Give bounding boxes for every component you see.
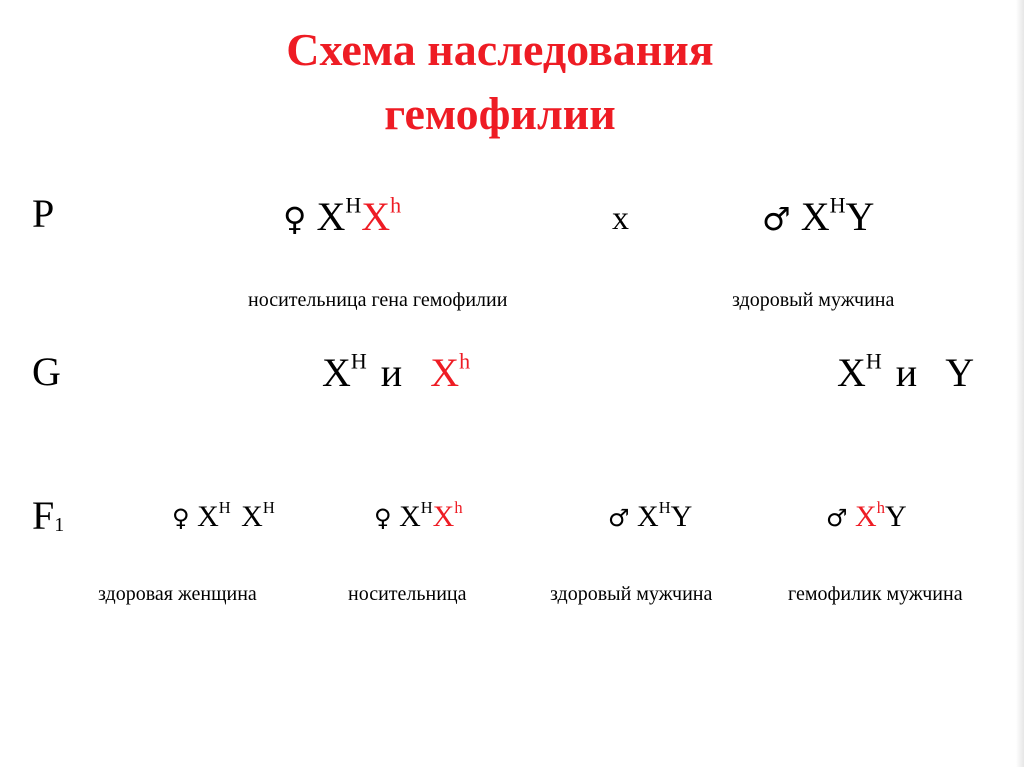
title-line-2: гемофилии xyxy=(384,88,616,139)
allele-dominant: H xyxy=(420,497,433,517)
allele-dominant: H xyxy=(829,192,846,218)
father-description: здоровый мужчина xyxy=(732,289,895,311)
allele-y: Y xyxy=(884,500,907,533)
male-icon: ♂ xyxy=(762,200,791,238)
father-genotype xyxy=(762,192,875,239)
allele-x: X xyxy=(399,500,421,533)
and-word: и xyxy=(380,350,403,395)
cross-sign: х xyxy=(612,200,629,237)
female-icon: ♀ xyxy=(172,504,190,532)
father-gametes xyxy=(837,348,975,395)
offspring-genotype-healthy-male xyxy=(608,497,693,533)
allele-x: X xyxy=(197,500,219,533)
male-icon: ♂ xyxy=(608,504,630,532)
allele-x-recessive: $X^h$ xyxy=(432,497,463,533)
offspring-description-hemophiliac-male: гемофилик мужчина xyxy=(788,583,963,605)
allele-x: X xyxy=(316,194,346,239)
allele-dominant: H xyxy=(658,497,671,517)
generation-label-g: G xyxy=(32,349,61,394)
offspring-description-healthy-female: здоровая женщина xyxy=(98,583,257,605)
and-word: и xyxy=(895,350,918,395)
allele-x: X xyxy=(837,350,866,395)
allele-x: X xyxy=(800,194,830,239)
allele-x-recessive: $X^h$ xyxy=(361,192,402,239)
mother-genotype xyxy=(283,192,402,239)
female-icon: ♀ xyxy=(374,504,392,532)
allele-x: X xyxy=(322,350,351,395)
mother-description: носительница гена гемофилии xyxy=(248,289,508,311)
allele-y: Y xyxy=(945,350,975,395)
allele-dominant: H xyxy=(262,497,275,517)
title-line-1: Схема наследования xyxy=(286,24,714,75)
allele-dominant: H xyxy=(865,348,882,374)
f-letter: F xyxy=(32,493,55,538)
offspring-genotype-healthy-female xyxy=(172,497,275,533)
allele-x: X xyxy=(637,500,659,533)
slide-right-edge xyxy=(1016,0,1024,767)
allele-y: Y xyxy=(670,500,693,533)
offspring-description-healthy-male: здоровый мужчина xyxy=(550,583,713,605)
allele-dominant: H xyxy=(218,497,231,517)
allele-x-recessive: $X^h$ xyxy=(855,497,885,533)
slide-title xyxy=(250,18,750,146)
generation-label-p: P xyxy=(32,191,55,236)
offspring-description-carrier-female: носительница xyxy=(348,583,467,605)
allele-dominant: H xyxy=(350,348,367,374)
generation-label-f1 xyxy=(32,494,64,547)
mother-gametes xyxy=(322,348,471,395)
male-icon: ♂ xyxy=(826,504,848,532)
allele-y: Y xyxy=(845,194,875,239)
allele-dominant: H xyxy=(345,192,362,218)
allele-x: X xyxy=(241,500,263,533)
allele-x-recessive: $X^h$ xyxy=(430,348,471,395)
offspring-genotype-hemophiliac-male xyxy=(826,497,907,533)
offspring-genotype-carrier-female xyxy=(374,497,463,533)
f-index: 1 xyxy=(54,514,65,536)
female-icon: ♀ xyxy=(283,200,307,238)
